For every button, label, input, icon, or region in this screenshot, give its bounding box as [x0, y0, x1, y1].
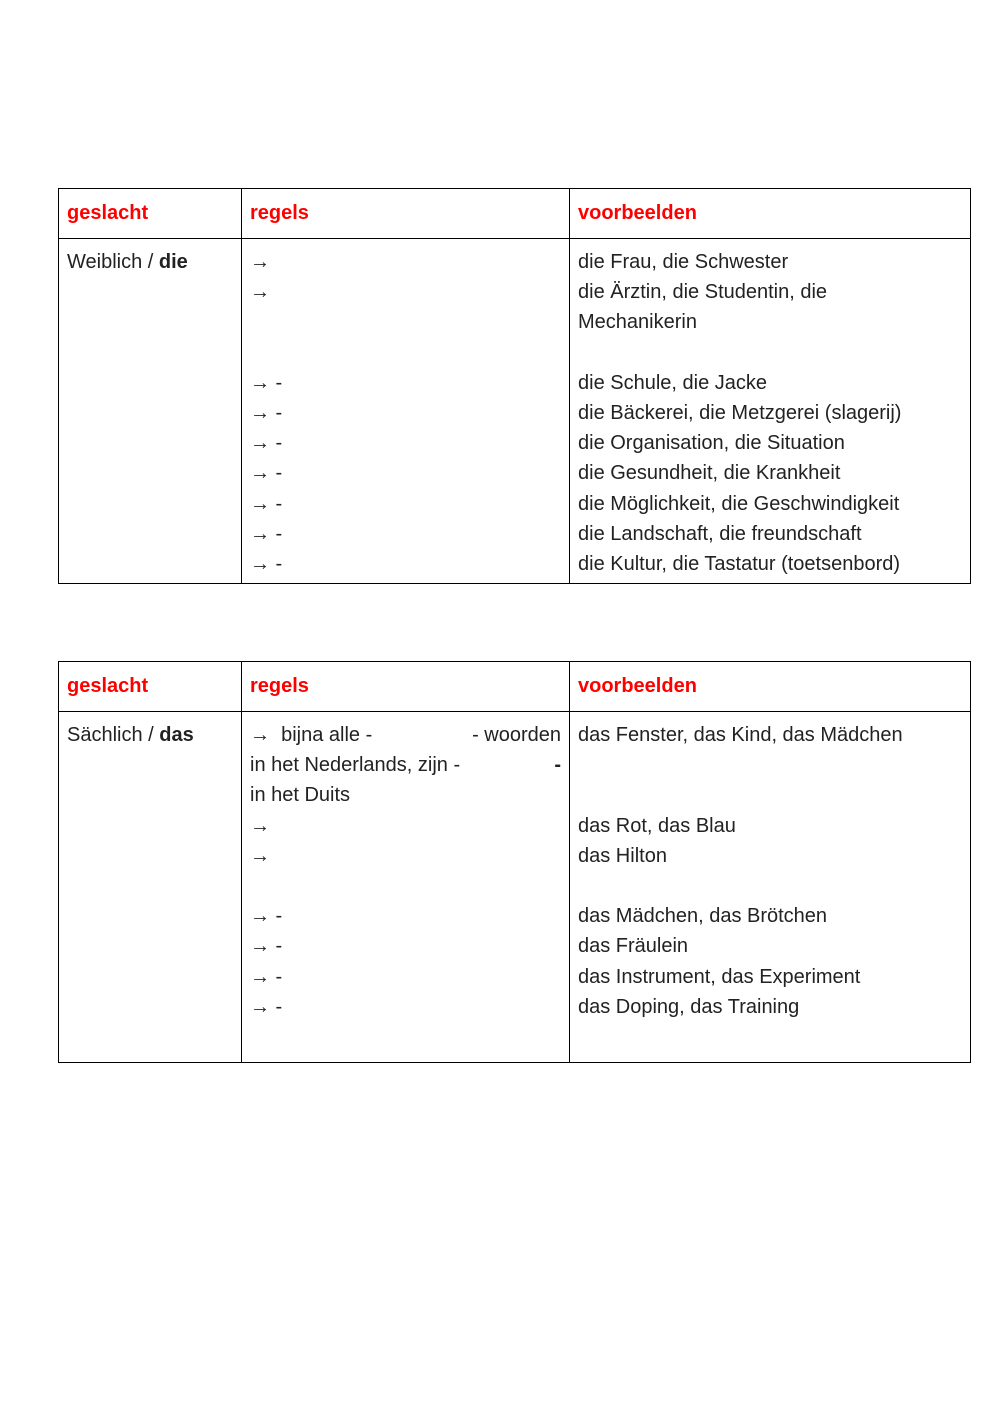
- example-line: die Organisation, die Situation: [578, 432, 845, 455]
- table-header-row: [59, 662, 971, 712]
- examples-cell: [570, 239, 971, 584]
- header-examples: voorbeelden: [570, 189, 971, 239]
- example-line: Mechanikerin: [578, 311, 697, 334]
- gender-cell: [59, 239, 242, 584]
- table-header-row: [59, 189, 971, 239]
- table-row: [59, 239, 971, 584]
- header-examples: voorbeelden: [570, 662, 971, 712]
- rule-intro-right: - woorden: [472, 724, 561, 746]
- example-line: das Rot, das Blau: [578, 814, 736, 837]
- rule-intro-line: [250, 750, 561, 780]
- example-gap: [578, 780, 962, 810]
- rule-line: →: [250, 844, 270, 867]
- gender-article: die: [158, 251, 188, 273]
- example-line: das Instrument, das Experiment: [578, 965, 861, 988]
- rule-line: →: [250, 281, 270, 304]
- gender-label: Sächlich /: [67, 724, 160, 746]
- rule-line: →: [250, 251, 270, 273]
- rule-intro-line: [250, 720, 561, 750]
- rule-line: → -: [250, 371, 283, 394]
- rule-line: → -: [250, 462, 283, 485]
- example-line: die Frau, die Schwester: [578, 251, 789, 273]
- example-gap: [578, 750, 962, 780]
- rules-cell: [242, 239, 570, 584]
- example-line: die Ärztin, die Studentin, die: [578, 281, 828, 304]
- rule-intro-left: in het Nederlands, zijn -: [250, 754, 461, 777]
- rule-line: → -: [250, 522, 283, 545]
- rule-line: → -: [250, 965, 283, 988]
- example-line: das Doping, das Training: [578, 995, 800, 1018]
- table-row: [59, 712, 971, 1063]
- rule-intro-line: in het Duits: [250, 784, 351, 807]
- header-rules: regels: [242, 662, 570, 712]
- example-gap: [578, 871, 962, 901]
- example-line: die Möglichkeit, die Geschwindigkeit: [578, 492, 900, 515]
- rule-gap: [250, 871, 561, 901]
- example-line: das Hilton: [578, 844, 667, 867]
- rule-line: → -: [250, 492, 283, 515]
- rule-line: →: [250, 814, 270, 837]
- rule-intro-right: -: [554, 754, 561, 777]
- gender-article: das: [159, 724, 194, 746]
- example-line: die Schule, die Jacke: [578, 371, 768, 394]
- rule-gap: [250, 338, 561, 368]
- rule-line: → -: [250, 553, 283, 575]
- example-line: die Landschaft, die freundschaft: [578, 522, 862, 545]
- header-gender: geslacht: [59, 662, 242, 712]
- header-gender: geslacht: [59, 189, 242, 239]
- header-rules: regels: [242, 189, 570, 239]
- rule-gap: [250, 307, 561, 337]
- feminine-gender-table: [58, 188, 971, 584]
- example-line: die Kultur, die Tastatur (toetsenbord): [578, 553, 901, 576]
- rule-line: → -: [250, 401, 283, 424]
- example-line: das Fenster, das Kind, das Mädchen: [578, 724, 903, 746]
- gender-label: Weiblich /: [67, 251, 159, 273]
- rule-line: → -: [250, 432, 283, 455]
- neuter-gender-table: [58, 661, 971, 1063]
- example-line: die Bäckerei, die Metzgerei (slagerij): [578, 402, 902, 424]
- gender-cell: [59, 712, 242, 1063]
- example-line: das Mädchen, das Brötchen: [578, 905, 828, 928]
- rule-line: → -: [250, 905, 283, 928]
- rules-cell: [242, 712, 570, 1063]
- examples-cell: [570, 712, 971, 1063]
- rule-intro-left: → bijna alle -: [250, 724, 373, 746]
- rule-line: → -: [250, 935, 283, 958]
- example-line: die Gesundheit, die Krankheit: [578, 462, 841, 485]
- example-gap: [578, 338, 962, 368]
- example-line: das Fräulein: [578, 935, 689, 958]
- rule-line: → -: [250, 995, 283, 1018]
